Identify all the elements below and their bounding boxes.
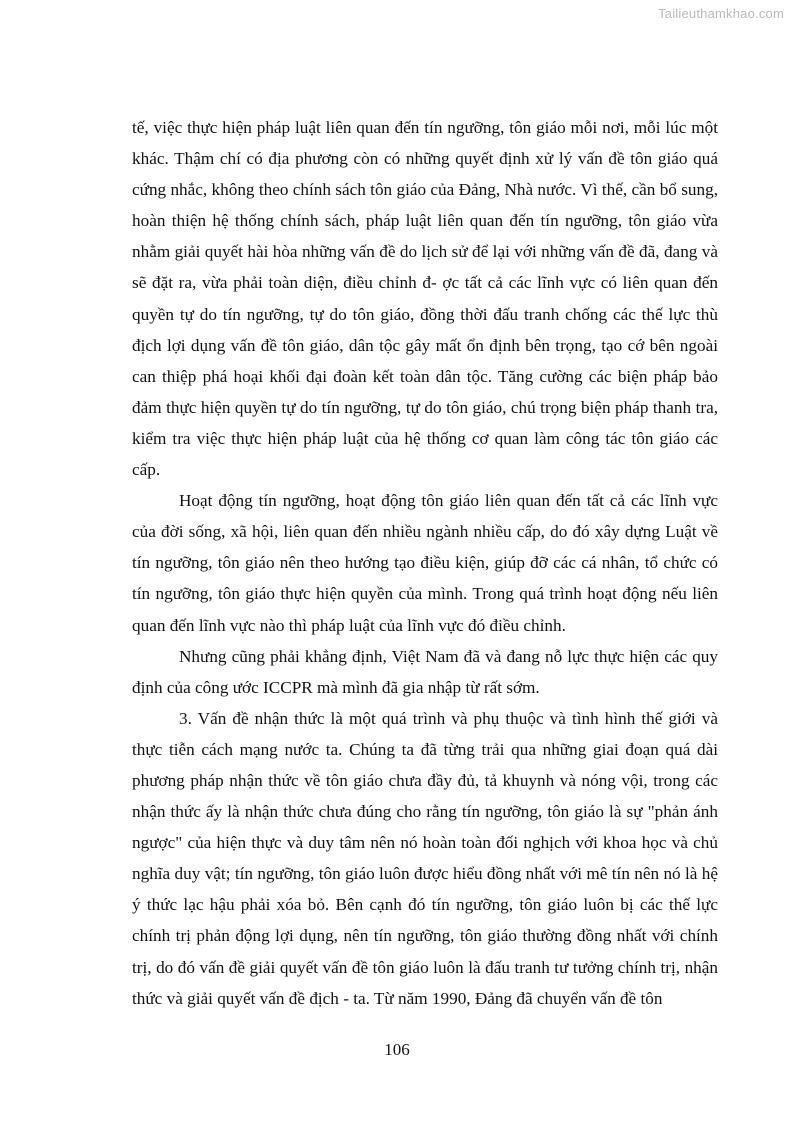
paragraph-iccpr: Nhưng cũng phải khẳng định, Việt Nam đã và đang nỗ lực thực hiện các quy định của công ước ICCPR mà mình đã gia nhập từ rất sớm. <box>132 646 718 697</box>
document-body <box>132 112 718 1014</box>
watermark-text: Tailieuthamkhao.com <box>658 6 784 21</box>
paragraph-religious-activities: Hoạt động tín ngưỡng, hoạt động tôn giáo liên quan đến tất cả các lĩnh vực của đời sống, xã hội, liên quan đến nhiều ngành nhiều cấp, do đó xây dựng Luật về tín ngưỡng, tôn giáo nên theo hướng tạo điều kiện, giúp đỡ các cá nhân, tổ chức có tín ngưỡng, tôn giáo thực hiện quyền của mình. Trong quá trình hoạt động nếu liên quan đến lĩnh vực nào thì pháp luật của lĩnh vực đó điều chỉnh. <box>132 491 718 635</box>
paragraph-continuation: tế, việc thực hiện pháp luật liên quan đến tín ngưỡng, tôn giáo mỗi nơi, mỗi lúc một khác. Thậm chí có địa phương còn có những quyết định xử lý vấn đề tôn giáo quá cứng nhắc, không theo chính sách tôn giáo của Đảng, Nhà nước. Vì thế, cần bổ sung, hoàn thiện hệ thống chính sách, pháp luật liên quan đến tín ngưỡng, tôn giáo vừa nhằm giải quyết hài hòa những vấn đề do lịch sử để lại với những vấn đề đã, đang và sẽ đặt ra, vừa phải toàn diện, điều chỉnh đ- ợc tất cả các lĩnh vực có liên quan đến quyền tự do tín ngưỡng, tự do tôn giáo, đồng thời đấu tranh chống các thế lực thù địch lợi dụng vấn đề tôn giáo, dân tộc gây mất ổn định bên trọng, tạo cớ bên ngoài can thiệp phá hoại khối đại đoàn kết toàn dân tộc. Tăng cường các biện pháp bảo đảm thực hiện quyền tự do tín ngưỡng, tự do tôn giáo, chú trọng biện pháp thanh tra, kiểm tra việc thực hiện pháp luật của hệ thống cơ quan làm công tác tôn giáo các cấp. <box>132 118 718 480</box>
paragraph-section-3: 3. Vấn đề nhận thức là một quá trình và phụ thuộc và tình hình thế giới và thực tiễn cách mạng nước ta. Chúng ta đã từng trải qua những giai đoạn quá dài phương pháp nhận thức về tôn giáo chưa đầy đủ, tả khuynh và nóng vội, trong các nhận thức ấy là nhận thức chưa đúng cho rằng tín ngưỡng, tôn giáo là sự "phản ánh ngược" của hiện thực và duy tâm nên nó hoàn toàn đối nghịch với khoa học và chủ nghĩa duy vật; tín ngưỡng, tôn giáo luôn được hiểu đồng nhất với mê tín nên nó là hệ ý thức lạc hậu phải xóa bỏ. Bên cạnh đó tín ngưỡng, tôn giáo luôn bị các thế lực chính trị phản động lợi dụng, nên tín ngưỡng, tôn giáo thường đồng nhất với chính trị, do đó vấn đề giải quyết vấn đề tôn giáo luôn là đấu tranh tư tưởng chính trị, nhận thức và giải quyết vấn đề địch - ta. Từ năm 1990, Đảng đã chuyển vấn đề tôn <box>132 708 718 1008</box>
page-number: 106 <box>384 1040 410 1059</box>
